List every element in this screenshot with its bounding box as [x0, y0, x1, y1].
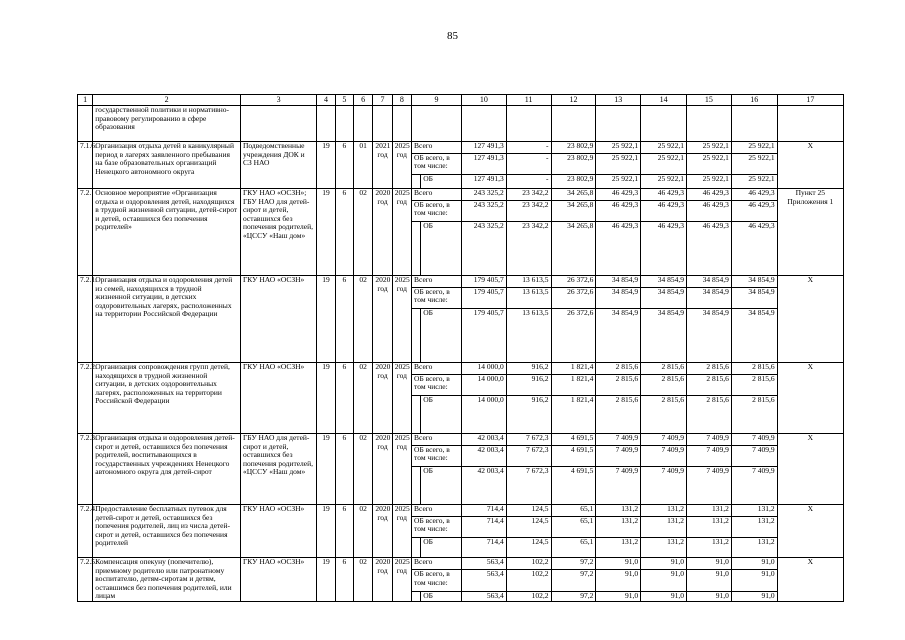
header-row [78, 95, 844, 106]
amount-cell: 124,5 [506, 517, 551, 538]
amount-cell: 91,0 [641, 558, 687, 570]
amount-cell: 7 409,9 [641, 434, 687, 446]
amount-cell: 23 342,2 [506, 222, 551, 276]
funding-source: ОБ [421, 175, 462, 189]
amount-cell: 14 000,0 [461, 396, 506, 434]
amount-cell: 102,2 [506, 570, 551, 592]
amount-cell: 131,2 [731, 538, 777, 558]
start-year: 2020 год [373, 505, 392, 558]
amount-cell: 34 854,9 [596, 309, 641, 363]
table-body [78, 95, 844, 602]
amount-cell: 1 821,4 [551, 375, 596, 396]
amount-cell: 34 265,8 [551, 189, 596, 201]
amount-cell: 124,5 [506, 538, 551, 558]
amount-cell: 131,2 [641, 517, 687, 538]
amount-cell: 25 922,1 [687, 142, 732, 154]
amount-cell: 7 409,9 [641, 467, 687, 505]
amount-cell: 563,4 [461, 570, 506, 592]
code-cell: 02 [354, 558, 373, 602]
measure-number: 7.2.5. [78, 558, 93, 602]
measure-executor: ГКУ НАО «ОСЗН» [240, 505, 316, 558]
header-cell: 2 [93, 95, 241, 106]
funding-source: ОБ всего, в том числе: [412, 570, 462, 592]
measure-name: Основное мероприятие «Организация отдыха и оздоровления детей, находящихся в трудной жизненной ситуации, детей-сирот и детей, оставшихся без попечения родителей» [93, 189, 241, 276]
note-cell: Х [777, 276, 843, 363]
funding-source: ОБ [421, 396, 462, 434]
amount-cell: 131,2 [731, 517, 777, 538]
amount-cell: 131,2 [731, 505, 777, 517]
amount-cell: 23 802,9 [551, 154, 596, 175]
amount-cell: 91,0 [596, 558, 641, 570]
measure-row [78, 189, 844, 201]
amount-cell: 25 922,1 [731, 154, 777, 175]
amount-cell: 563,4 [461, 558, 506, 570]
amount-cell: 131,2 [596, 538, 641, 558]
code-cell: 01 [354, 142, 373, 189]
code-cell: 6 [335, 363, 353, 434]
amount-cell: 131,2 [596, 505, 641, 517]
amount-cell: 91,0 [687, 558, 732, 570]
amount-cell: 34 854,9 [731, 276, 777, 288]
amount-cell: 34 854,9 [641, 276, 687, 288]
funding-source: Всего [412, 505, 462, 517]
amount-cell: 7 409,9 [687, 467, 732, 505]
continuation-row [78, 106, 844, 142]
end-year: 2025 год [392, 189, 411, 276]
amount-cell: 2 815,6 [641, 363, 687, 375]
amount-cell: 7 409,9 [596, 434, 641, 446]
measure-executor: ГКУ НАО «ОСЗН» [240, 276, 316, 363]
header-cell: 8 [392, 95, 411, 106]
amount-cell: 46 429,3 [641, 189, 687, 201]
measure-name: Организация сопровождения групп детей, находящихся в трудной жизненной ситуации, в детских оздоровительных лагерях, расположенных на территории Российской Федерации [93, 363, 241, 434]
amount-cell: 65,1 [551, 505, 596, 517]
amount-cell: 91,0 [641, 592, 687, 602]
amount-cell: 34 854,9 [687, 309, 732, 363]
amount-cell: 34 854,9 [596, 288, 641, 309]
header-cell: 3 [240, 95, 316, 106]
amount-cell: 46 429,3 [596, 201, 641, 222]
amount-cell: 91,0 [731, 592, 777, 602]
amount-cell: 25 922,1 [596, 154, 641, 175]
measure-number: 7.2. [78, 189, 93, 276]
amount-cell: 916,2 [506, 396, 551, 434]
code-cell: 02 [354, 505, 373, 558]
measure-executor: ГКУ НАО «ОСЗН» [240, 363, 316, 434]
header-cell: 12 [551, 95, 596, 106]
measure-row [78, 505, 844, 517]
amount-cell: - [506, 154, 551, 175]
amount-cell: 714,4 [461, 517, 506, 538]
amount-cell: 102,2 [506, 558, 551, 570]
code-cell: 19 [317, 434, 335, 505]
amount-cell: 13 613,5 [506, 288, 551, 309]
indent-cell [412, 309, 421, 363]
amount-cell: 34 854,9 [687, 288, 732, 309]
amount-cell: 131,2 [641, 538, 687, 558]
amount-cell: 97,2 [551, 558, 596, 570]
amount-cell: 13 613,5 [506, 276, 551, 288]
amount-cell: 243 325,2 [461, 222, 506, 276]
amount-cell: 131,2 [687, 505, 732, 517]
measure-executor: ГБУ НАО для детей-сирот и детей, оставшихся без попечения родителей, «ЦССУ «Наш дом» [240, 434, 316, 505]
amount-cell: 243 325,2 [461, 189, 506, 201]
end-year: 2025 год [392, 276, 411, 363]
code-cell: 02 [354, 189, 373, 276]
amount-cell: 23 802,9 [551, 175, 596, 189]
indent-cell [412, 538, 421, 558]
header-cell: 5 [335, 95, 353, 106]
end-year: 2025 год [392, 434, 411, 505]
amount-cell: 4 691,5 [551, 434, 596, 446]
code-cell: 02 [354, 363, 373, 434]
amount-cell: 131,2 [641, 505, 687, 517]
start-year: 2020 год [373, 363, 392, 434]
funding-source: Всего [412, 434, 462, 446]
amount-cell: 23 802,9 [551, 142, 596, 154]
header-cell: 13 [596, 95, 641, 106]
amount-cell: 14 000,0 [461, 363, 506, 375]
amount-cell: 127 491,3 [461, 142, 506, 154]
amount-cell: 25 922,1 [641, 142, 687, 154]
amount-cell: 7 672,3 [506, 434, 551, 446]
funding-source: ОБ всего, в том числе: [412, 375, 462, 396]
measure-number: 7.2.1. [78, 276, 93, 363]
amount-cell: 25 922,1 [687, 175, 732, 189]
amount-cell: 46 429,3 [687, 189, 732, 201]
indent-cell [412, 175, 421, 189]
amount-cell: 42 003,4 [461, 446, 506, 467]
amount-cell: 7 409,9 [731, 467, 777, 505]
amount-cell: 25 922,1 [641, 175, 687, 189]
amount-cell: 2 815,6 [596, 363, 641, 375]
start-year: 2020 год [373, 189, 392, 276]
funding-source: ОБ всего, в том числе: [412, 288, 462, 309]
amount-cell: 34 854,9 [731, 309, 777, 363]
amount-cell: 2 815,6 [731, 363, 777, 375]
amount-cell: 2 815,6 [731, 375, 777, 396]
code-cell: 19 [317, 189, 335, 276]
funding-source: ОБ [421, 467, 462, 505]
amount-cell: 7 409,9 [596, 467, 641, 505]
amount-cell: 7 409,9 [687, 446, 732, 467]
amount-cell: 714,4 [461, 505, 506, 517]
amount-cell: 34 265,8 [551, 201, 596, 222]
amount-cell: 34 265,8 [551, 222, 596, 276]
amount-cell: 42 003,4 [461, 434, 506, 446]
code-cell: 19 [317, 505, 335, 558]
measure-row [78, 276, 844, 288]
amount-cell: 127 491,3 [461, 175, 506, 189]
header-cell: 10 [461, 95, 506, 106]
amount-cell: 26 372,6 [551, 288, 596, 309]
measure-row [78, 434, 844, 446]
measure-row [78, 363, 844, 375]
amount-cell: 102,2 [506, 592, 551, 602]
funding-source: ОБ [421, 538, 462, 558]
program-table [77, 94, 844, 602]
amount-cell: 34 854,9 [596, 276, 641, 288]
indent-cell [412, 467, 421, 505]
measure-name: Предоставление бесплатных путевок для детей-сирот и детей, оставшихся без попечения родителей, лиц из числа детей-сирот и детей, оставшихся без попечения родителей [93, 505, 241, 558]
amount-cell: 26 372,6 [551, 309, 596, 363]
note-cell: Х [777, 363, 843, 434]
end-year: 2025 год [392, 363, 411, 434]
amount-cell: 25 922,1 [731, 175, 777, 189]
funding-source: ОБ всего, в том числе: [412, 201, 462, 222]
funding-source: Всего [412, 363, 462, 375]
amount-cell: 25 922,1 [596, 142, 641, 154]
measure-number: 7.2.4. [78, 505, 93, 558]
amount-cell: 91,0 [687, 592, 732, 602]
measure-name: Организация отдыха и оздоровления детей-сирот и детей, оставшихся без попечения родителей, воспитывающихся в государственных учреждениях Ненецкого автономного округа для детей-сирот [93, 434, 241, 505]
code-cell: 6 [335, 505, 353, 558]
note-cell: Пункт 25 Приложения 1 [777, 189, 843, 276]
amount-cell: 1 821,4 [551, 396, 596, 434]
header-cell: 11 [506, 95, 551, 106]
measure-name: Организация отдыха и оздоровления детей из семей, находящихся в трудной жизненной ситуации, в детских оздоровительных лагерях, расположенных на территории Российской Федерации [93, 276, 241, 363]
indent-cell [412, 396, 421, 434]
page-number: 85 [447, 30, 458, 42]
code-cell: 6 [335, 189, 353, 276]
code-cell: 6 [335, 434, 353, 505]
amount-cell: 2 815,6 [641, 375, 687, 396]
amount-cell: 23 342,2 [506, 201, 551, 222]
indent-cell [412, 592, 421, 602]
amount-cell: 46 429,3 [641, 222, 687, 276]
code-cell: 6 [335, 276, 353, 363]
amount-cell: 2 815,6 [687, 396, 732, 434]
amount-cell: 2 815,6 [687, 363, 732, 375]
amount-cell: 243 325,2 [461, 201, 506, 222]
amount-cell: 25 922,1 [641, 154, 687, 175]
amount-cell: 65,1 [551, 517, 596, 538]
funding-source: Всего [412, 276, 462, 288]
amount-cell: 1 821,4 [551, 363, 596, 375]
note-cell: Х [777, 505, 843, 558]
amount-cell: 46 429,3 [731, 189, 777, 201]
amount-cell: 91,0 [596, 570, 641, 592]
start-year: 2021 год [373, 142, 392, 189]
amount-cell: 23 342,2 [506, 189, 551, 201]
amount-cell: 2 815,6 [596, 396, 641, 434]
amount-cell: 46 429,3 [596, 189, 641, 201]
funding-source: ОБ [421, 309, 462, 363]
amount-cell: 46 429,3 [641, 201, 687, 222]
code-cell: 19 [317, 558, 335, 602]
amount-cell: 7 672,3 [506, 446, 551, 467]
code-cell: 19 [317, 142, 335, 189]
code-cell: 6 [335, 142, 353, 189]
amount-cell: 34 854,9 [687, 276, 732, 288]
funding-source: ОБ [421, 222, 462, 276]
amount-cell: 91,0 [596, 592, 641, 602]
amount-cell: 46 429,3 [731, 222, 777, 276]
amount-cell: 91,0 [687, 570, 732, 592]
amount-cell: 26 372,6 [551, 276, 596, 288]
amount-cell: 42 003,4 [461, 467, 506, 505]
amount-cell: 4 691,5 [551, 467, 596, 505]
amount-cell: 46 429,3 [687, 201, 732, 222]
measure-number: 7.2.3. [78, 434, 93, 505]
funding-source: ОБ [421, 592, 462, 602]
amount-cell: 46 429,3 [731, 201, 777, 222]
measure-executor: ГКУ НАО «ОСЗН» [240, 558, 316, 602]
measure-number: 7.1.6. [78, 142, 93, 189]
amount-cell: 714,4 [461, 538, 506, 558]
amount-cell: 34 854,9 [641, 288, 687, 309]
amount-cell: 127 491,3 [461, 154, 506, 175]
note-cell: Х [777, 434, 843, 505]
continuation-text: государственной политики и нормативно-правовому регулированию в сфере образования [93, 106, 241, 142]
amount-cell: 97,2 [551, 570, 596, 592]
amount-cell: 13 613,5 [506, 309, 551, 363]
amount-cell: 131,2 [596, 517, 641, 538]
amount-cell: 2 815,6 [687, 375, 732, 396]
code-cell: 02 [354, 434, 373, 505]
measure-number: 7.2.2. [78, 363, 93, 434]
header-cell: 17 [777, 95, 843, 106]
end-year: 2025 год [392, 142, 411, 189]
note-cell: Х [777, 142, 843, 189]
amount-cell: 2 815,6 [596, 375, 641, 396]
amount-cell: 179 405,7 [461, 276, 506, 288]
amount-cell: 179 405,7 [461, 309, 506, 363]
amount-cell: 91,0 [731, 558, 777, 570]
funding-source: ОБ всего, в том числе: [412, 154, 462, 175]
amount-cell: 4 691,5 [551, 446, 596, 467]
measure-row [78, 558, 844, 570]
amount-cell: 124,5 [506, 505, 551, 517]
note-cell: Х [777, 558, 843, 602]
code-cell: 02 [354, 276, 373, 363]
funding-source: Всего [412, 189, 462, 201]
funding-source: ОБ всего, в том числе: [412, 446, 462, 467]
funding-source: Всего [412, 558, 462, 570]
header-cell: 7 [373, 95, 392, 106]
amount-cell: 916,2 [506, 375, 551, 396]
measure-executor: Подведомственные учреждения ДОК и СЗ НАО [240, 142, 316, 189]
amount-cell: 14 000,0 [461, 375, 506, 396]
start-year: 2020 год [373, 276, 392, 363]
amount-cell: 97,2 [551, 592, 596, 602]
amount-cell: 7 409,9 [596, 446, 641, 467]
measure-executor: ГКУ НАО «ОСЗН»; ГБУ НАО для детей-сирот и детей, оставшихся без попечения родителей, «ЦССУ «Наш дом» [240, 189, 316, 276]
amount-cell: 34 854,9 [641, 309, 687, 363]
amount-cell: 46 429,3 [596, 222, 641, 276]
measure-row [78, 142, 844, 154]
amount-cell: 7 672,3 [506, 467, 551, 505]
amount-cell: 25 922,1 [731, 142, 777, 154]
code-cell: 19 [317, 276, 335, 363]
amount-cell: 34 854,9 [731, 288, 777, 309]
measure-name: Организация отдыха детей в каникулярный период в лагерях заявленного пребывания на базе образовательных организаций Ненецкого автономного округа [93, 142, 241, 189]
measure-name: Компенсация опекуну (попечителю), приемному родителю или патронатному воспитателю, детям-сиротам и детям, оставшимся без попечения родителей, или лицам [93, 558, 241, 602]
funding-source: ОБ всего, в том числе: [412, 517, 462, 538]
header-cell: 15 [687, 95, 732, 106]
amount-cell: 7 409,9 [641, 446, 687, 467]
code-cell: 6 [335, 558, 353, 602]
amount-cell: - [506, 142, 551, 154]
amount-cell: 25 922,1 [596, 175, 641, 189]
amount-cell: 2 815,6 [731, 396, 777, 434]
amount-cell: 7 409,9 [731, 434, 777, 446]
header-cell: 4 [317, 95, 335, 106]
start-year: 2020 год [373, 558, 392, 602]
header-cell: 16 [731, 95, 777, 106]
end-year: 2025 год [392, 558, 411, 602]
header-cell: 14 [641, 95, 687, 106]
amount-cell: 2 815,6 [641, 396, 687, 434]
indent-cell [412, 222, 421, 276]
amount-cell: 131,2 [687, 538, 732, 558]
funding-source: Всего [412, 142, 462, 154]
amount-cell: 7 409,9 [687, 434, 732, 446]
header-cell: 9 [412, 95, 462, 106]
amount-cell: - [506, 175, 551, 189]
amount-cell: 25 922,1 [687, 154, 732, 175]
amount-cell: 91,0 [641, 570, 687, 592]
amount-cell: 7 409,9 [731, 446, 777, 467]
amount-cell: 179 405,7 [461, 288, 506, 309]
header-cell: 1 [78, 95, 93, 106]
code-cell: 19 [317, 363, 335, 434]
amount-cell: 65,1 [551, 538, 596, 558]
start-year: 2020 год [373, 434, 392, 505]
amount-cell: 46 429,3 [687, 222, 732, 276]
end-year: 2025 год [392, 505, 411, 558]
amount-cell: 91,0 [731, 570, 777, 592]
amount-cell: 563,4 [461, 592, 506, 602]
amount-cell: 916,2 [506, 363, 551, 375]
header-cell: 6 [354, 95, 373, 106]
amount-cell: 131,2 [687, 517, 732, 538]
